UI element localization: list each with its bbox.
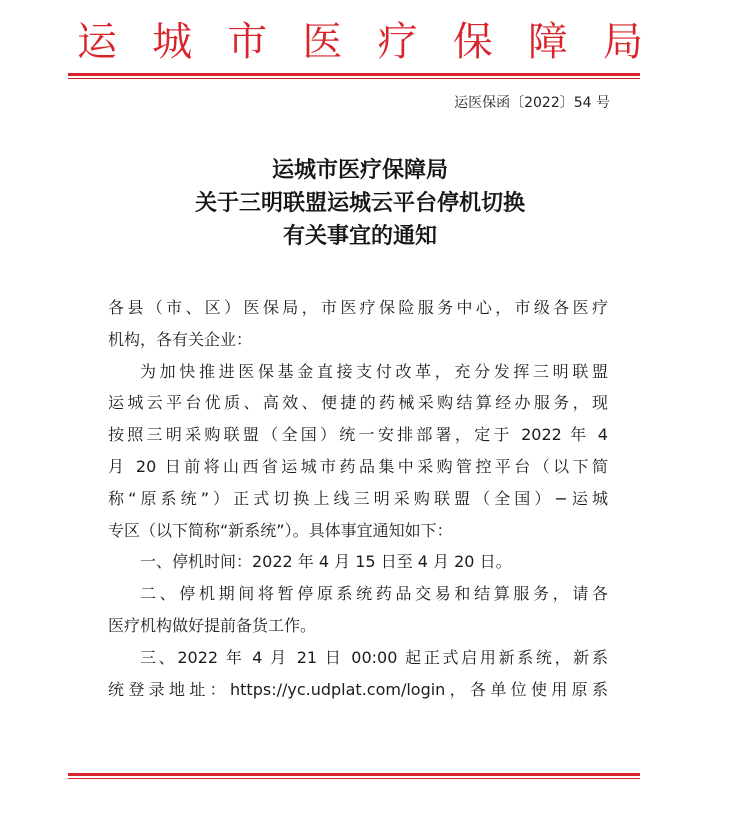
title-line-1: 运城市医疗保障局	[271, 158, 448, 183]
body-line: 统登录地址：https://yc.udplat.com/login，各单位使用原系	[108, 679, 608, 699]
body-line: 运城云平台优质、高效、便捷的药械采购结算经办服务，现	[108, 393, 608, 413]
letterhead-char: 市	[227, 18, 268, 65]
letterhead-char: 局	[602, 18, 643, 65]
letterhead-char: 城	[152, 18, 193, 65]
body-line: 按照三明采购联盟（全国）统一安排部署，定于 2022 年 4	[108, 425, 608, 445]
body-line: 月 20 日前将山西省运城市药品集中采购管控平台（以下简	[108, 456, 608, 476]
letterhead-char: 疗	[377, 18, 418, 65]
body-line: 专区（以下简称“新系统”）。具体事宜通知如下：	[108, 520, 453, 540]
footer-divider-thick	[68, 773, 640, 776]
body-line: 三、2022 年 4 月 21 日 00:00 起正式启用新系统，新系	[140, 647, 608, 667]
notice-title	[60, 154, 660, 253]
notice-body	[108, 292, 608, 705]
body-line: 机构，各有关企业：	[108, 329, 253, 349]
letterhead-char: 医	[302, 18, 343, 65]
title-line-2: 关于三明联盟运城云平台停机切换	[194, 191, 525, 216]
body-line: 各县（市、区）医保局，市医疗保险服务中心，市级各医疗	[108, 298, 608, 317]
letterhead-char: 障	[527, 18, 568, 65]
letterhead-char: 保	[452, 18, 493, 65]
body-line: 一、停机时间：2022 年 4 月 15 日至 4 月 20 日。	[140, 552, 512, 572]
letterhead-char: 运	[77, 18, 117, 65]
title-line-3: 有关事宜的通知	[282, 224, 437, 249]
footer-divider-thin	[68, 778, 640, 779]
body-line: 称“原系统”）正式切换上线三明采购联盟（全国）−运城	[108, 488, 608, 508]
org-letterhead	[70, 8, 650, 68]
body-line: 为加快推进医保基金直接支付改革，充分发挥三明联盟	[140, 361, 608, 381]
body-line: 医疗机构做好提前备货工作。	[108, 615, 317, 635]
body-line: 二、停机期间将暂停原系统药品交易和结算服务，请各	[140, 584, 608, 604]
header-divider-thin	[68, 78, 640, 79]
document-number: 运医保函〔2022〕54 号	[454, 95, 610, 111]
header-divider-thick	[68, 73, 640, 76]
